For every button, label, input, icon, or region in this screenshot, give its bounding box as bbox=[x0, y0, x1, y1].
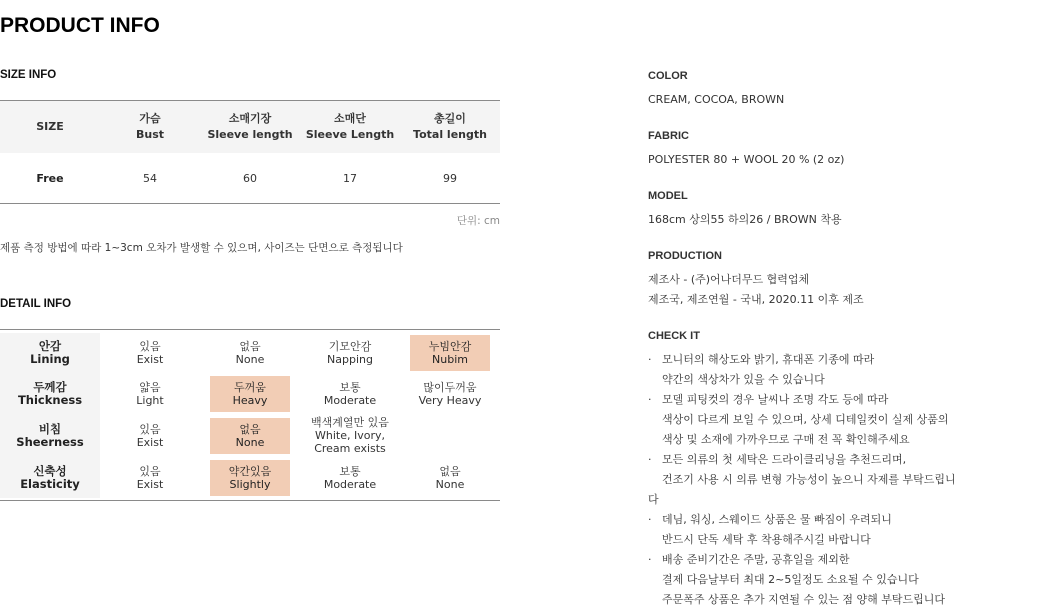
option-ko: 없음 bbox=[239, 340, 261, 353]
detail-option-selected bbox=[210, 418, 290, 454]
model-label: MODEL bbox=[648, 190, 688, 202]
option-en: Exist bbox=[136, 353, 164, 366]
unit-note: 단위: cm bbox=[456, 215, 500, 227]
size-table-header bbox=[0, 101, 500, 153]
detail-option bbox=[110, 376, 190, 412]
column-header-ko: 가슴 bbox=[139, 112, 161, 125]
detail-row-label bbox=[0, 414, 100, 457]
check-line: 모든 의류의 첫 세탁은 드라이클리닝을 추천드리며, bbox=[662, 453, 907, 466]
check-line: 색상이 다르게 보일 수 있으며, 상세 디테일컷이 실제 상품의 bbox=[662, 413, 949, 426]
option-ko: 백색계열만 있음 bbox=[311, 416, 389, 429]
detail-row-elasticity bbox=[0, 457, 500, 498]
column-header-ko: 총길이 bbox=[434, 112, 466, 125]
option-en: Moderate bbox=[323, 393, 377, 407]
option-en: White, Ivory, bbox=[315, 429, 385, 442]
option-en: None bbox=[435, 477, 465, 491]
sleeve-length-column-header bbox=[200, 101, 300, 153]
list-item bbox=[648, 510, 958, 550]
color-value: CREAM, COCOA, BROWN bbox=[648, 93, 785, 106]
detail-info-heading: DETAIL INFO bbox=[0, 298, 72, 310]
label-ko: 두께감 bbox=[33, 379, 67, 394]
detail-row-thickness bbox=[0, 373, 500, 414]
measure-note: 제품 측정 방법에 따라 1~3cm 오차가 발생할 수 있으며, 사이즈는 단면으로 측정됩니다 bbox=[0, 242, 403, 254]
option-ko: 있음 bbox=[139, 422, 161, 436]
label-en: Sheerness bbox=[16, 434, 84, 449]
option-ko: 많이두꺼움 bbox=[423, 380, 477, 394]
detail-option-selected bbox=[210, 376, 290, 412]
check-line: 주문폭주 상품은 추가 지연될 수 있는 점 양해 부탁드립니다 bbox=[662, 593, 945, 606]
check-line: 반드시 단독 세탁 후 착용해주시길 바랍니다 bbox=[662, 533, 871, 546]
column-header-en: Sleeve length bbox=[207, 128, 293, 141]
detail-option bbox=[110, 418, 190, 454]
production-line: 제조국, 제조연월 - 국내, 2020.11 이후 제조 bbox=[648, 293, 864, 306]
size-cell: Free bbox=[36, 171, 64, 185]
bullet-icon: · bbox=[648, 453, 652, 466]
bullet-icon: · bbox=[648, 553, 652, 566]
size-column-header bbox=[0, 101, 100, 153]
detail-row-lining bbox=[0, 333, 500, 373]
list-item bbox=[648, 350, 958, 390]
fabric-block bbox=[648, 130, 958, 170]
column-header-ko: 소매기장 bbox=[228, 112, 272, 125]
detail-option bbox=[310, 376, 390, 412]
option-ko: 보통 bbox=[339, 464, 361, 478]
detail-table bbox=[0, 329, 500, 501]
detail-option bbox=[110, 460, 190, 496]
list-item bbox=[648, 550, 958, 610]
list-item bbox=[648, 390, 958, 450]
detail-option bbox=[310, 335, 390, 371]
check-line: 배송 준비기간은 주말, 공휴일을 제외한 bbox=[662, 553, 850, 566]
bullet-icon: · bbox=[648, 513, 652, 526]
check-it-label: CHECK IT bbox=[648, 330, 700, 342]
product-info-panel bbox=[648, 70, 958, 610]
column-header-en: Sleeve Length bbox=[305, 128, 395, 141]
option-en: Nubim bbox=[432, 353, 468, 366]
option-en: None bbox=[235, 353, 265, 366]
bullet-icon: · bbox=[648, 353, 652, 366]
production-block bbox=[648, 250, 958, 310]
column-header-en: Total length bbox=[413, 128, 487, 141]
detail-row-label bbox=[0, 457, 100, 498]
production-label: PRODUCTION bbox=[648, 250, 722, 262]
model-block bbox=[648, 190, 958, 230]
check-line: 데님, 워싱, 스웨이드 상품은 물 빠짐이 우려되니 bbox=[662, 513, 892, 526]
option-en-line2: Cream exists bbox=[314, 442, 386, 455]
production-line: 제조사 - (주)어나더무드 협력업체 bbox=[648, 273, 810, 286]
option-ko: 있음 bbox=[139, 340, 161, 353]
detail-option bbox=[410, 376, 490, 412]
color-block bbox=[648, 70, 958, 110]
option-en: Exist bbox=[136, 477, 164, 491]
check-line: 모델 피팅컷의 경우 날씨나 조명 각도 등에 따라 bbox=[662, 393, 889, 406]
sleeve-length-value: 60 bbox=[243, 171, 257, 185]
list-item bbox=[648, 450, 958, 510]
check-line: 모니터의 해상도와 밝기, 휴대폰 기종에 따라 bbox=[662, 353, 875, 366]
size-table bbox=[0, 100, 500, 204]
label-ko: 비침 bbox=[38, 421, 62, 436]
option-en: Slightly bbox=[229, 477, 271, 491]
check-line: 건조기 사용 시 의류 변형 가능성이 높으니 자제를 부탁드립니 bbox=[662, 473, 956, 486]
bust-column-header bbox=[100, 101, 200, 153]
option-en: Napping bbox=[327, 353, 373, 366]
size-info-heading: SIZE INFO bbox=[0, 69, 57, 81]
cuff-value: 17 bbox=[343, 171, 357, 185]
option-ko: 얇음 bbox=[139, 380, 161, 394]
detail-option-selected bbox=[210, 460, 290, 496]
option-en: Light bbox=[136, 393, 164, 407]
detail-option-empty bbox=[410, 418, 490, 454]
total-length-value: 99 bbox=[443, 171, 457, 185]
option-ko: 기모안감 bbox=[328, 340, 372, 353]
label-ko: 안감 bbox=[38, 339, 62, 353]
model-value: 168cm 상의55 하의26 / BROWN 착용 bbox=[648, 213, 842, 226]
check-line: 결제 다음날부터 최대 2~5일정도 소요될 수 있습니다 bbox=[662, 573, 919, 586]
detail-option bbox=[410, 460, 490, 496]
option-ko: 두꺼움 bbox=[234, 380, 266, 394]
option-en: Heavy bbox=[232, 393, 268, 407]
cuff-column-header bbox=[300, 101, 400, 153]
option-ko: 약간있음 bbox=[228, 464, 272, 478]
detail-option-selected bbox=[410, 335, 490, 371]
column-header-en: Bust bbox=[135, 128, 165, 141]
option-en: None bbox=[235, 435, 265, 449]
label-en: Lining bbox=[30, 352, 70, 366]
fabric-label: FABRIC bbox=[648, 130, 689, 142]
label-en: Thickness bbox=[17, 392, 83, 407]
fabric-value: POLYESTER 80 + WOOL 20 % (2 oz) bbox=[648, 153, 845, 166]
column-header-ko: SIZE bbox=[36, 120, 64, 133]
option-ko: 없음 bbox=[239, 422, 261, 436]
bullet-icon: · bbox=[648, 393, 652, 406]
check-it-list bbox=[648, 350, 958, 610]
option-en: Exist bbox=[136, 435, 164, 449]
option-en: Very Heavy bbox=[418, 393, 482, 407]
check-line: 약간의 색상차가 있을 수 있습니다 bbox=[662, 373, 825, 386]
option-ko: 보통 bbox=[339, 380, 361, 394]
page-title: PRODUCT INFO bbox=[0, 14, 160, 37]
detail-option bbox=[302, 416, 398, 456]
option-ko: 있음 bbox=[139, 464, 161, 478]
option-en: Moderate bbox=[323, 477, 377, 491]
bust-value: 54 bbox=[143, 171, 157, 185]
check-line: 다 bbox=[648, 493, 659, 506]
check-it-block bbox=[648, 330, 958, 610]
detail-option bbox=[310, 460, 390, 496]
option-ko: 누빔안감 bbox=[428, 340, 472, 353]
check-line: 색상 및 소재에 가까우므로 구매 전 꼭 확인해주세요 bbox=[662, 433, 910, 446]
color-label: COLOR bbox=[648, 70, 688, 82]
detail-row-label bbox=[0, 373, 100, 414]
table-row bbox=[0, 153, 500, 203]
detail-row-sheerness bbox=[0, 414, 500, 457]
detail-option bbox=[210, 335, 290, 371]
total-length-column-header bbox=[400, 101, 500, 153]
detail-row-label bbox=[0, 333, 100, 373]
option-ko: 없음 bbox=[439, 464, 461, 478]
label-ko: 신축성 bbox=[33, 463, 67, 478]
detail-option bbox=[110, 335, 190, 371]
label-en: Elasticity bbox=[20, 476, 80, 491]
column-header-ko: 소매단 bbox=[334, 112, 366, 125]
